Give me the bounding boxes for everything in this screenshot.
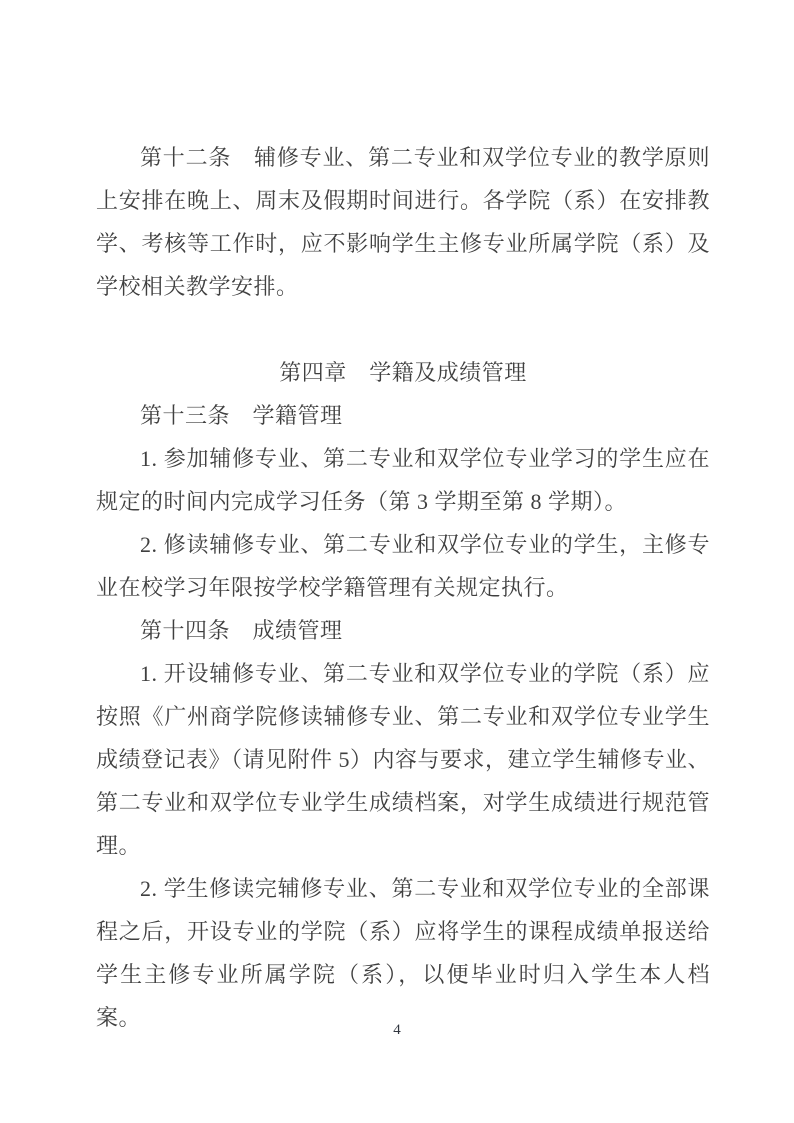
- paragraph-article-13-item-1: 1. 参加辅修专业、第二专业和双学位专业学习的学生应在规定的时间内完成学习任务（第 3 学期至第 8 学期）。: [96, 446, 710, 514]
- paragraph-article-12: 第十二条 辅修专业、第二专业和双学位专业的教学原则上安排在晚上、周末及假期时间进行。各学院（系）在安排教学、考核等工作时，应不影响学生主修专业所属学院（系）及学校相关教学安排。: [96, 145, 710, 299]
- chapter-4-heading: 第四章 学籍及成绩管理: [279, 360, 527, 385]
- paragraph-article-14-title: 第十四条 成绩管理: [140, 618, 343, 643]
- page-number: 4: [393, 1022, 401, 1038]
- paragraph-article-13-title: 第十三条 学籍管理: [140, 403, 343, 428]
- document-body: [96, 136, 710, 1039]
- paragraph-article-13-item-2: 2. 修读辅修专业、第二专业和双学位专业的学生，主修专业在校学习年限按学校学籍管理有关规定执行。: [96, 532, 710, 600]
- paragraph-article-14-item-2: 2. 学生修读完辅修专业、第二专业和双学位专业的全部课程之后，开设专业的学院（系）应将学生的课程成绩单报送给学生主修专业所属学院（系），以便毕业时归入学生本人档案。: [96, 876, 710, 1030]
- paragraph-article-14-item-1: 1. 开设辅修专业、第二专业和双学位专业的学院（系）应按照《广州商学院修读辅修专业、第二专业和双学位专业学生成绩登记表》（请见附件 5）内容与要求，建立学生辅修专业、第二专业和双学位专业学生成绩档案，对学生成绩进行规范管理。: [96, 661, 711, 858]
